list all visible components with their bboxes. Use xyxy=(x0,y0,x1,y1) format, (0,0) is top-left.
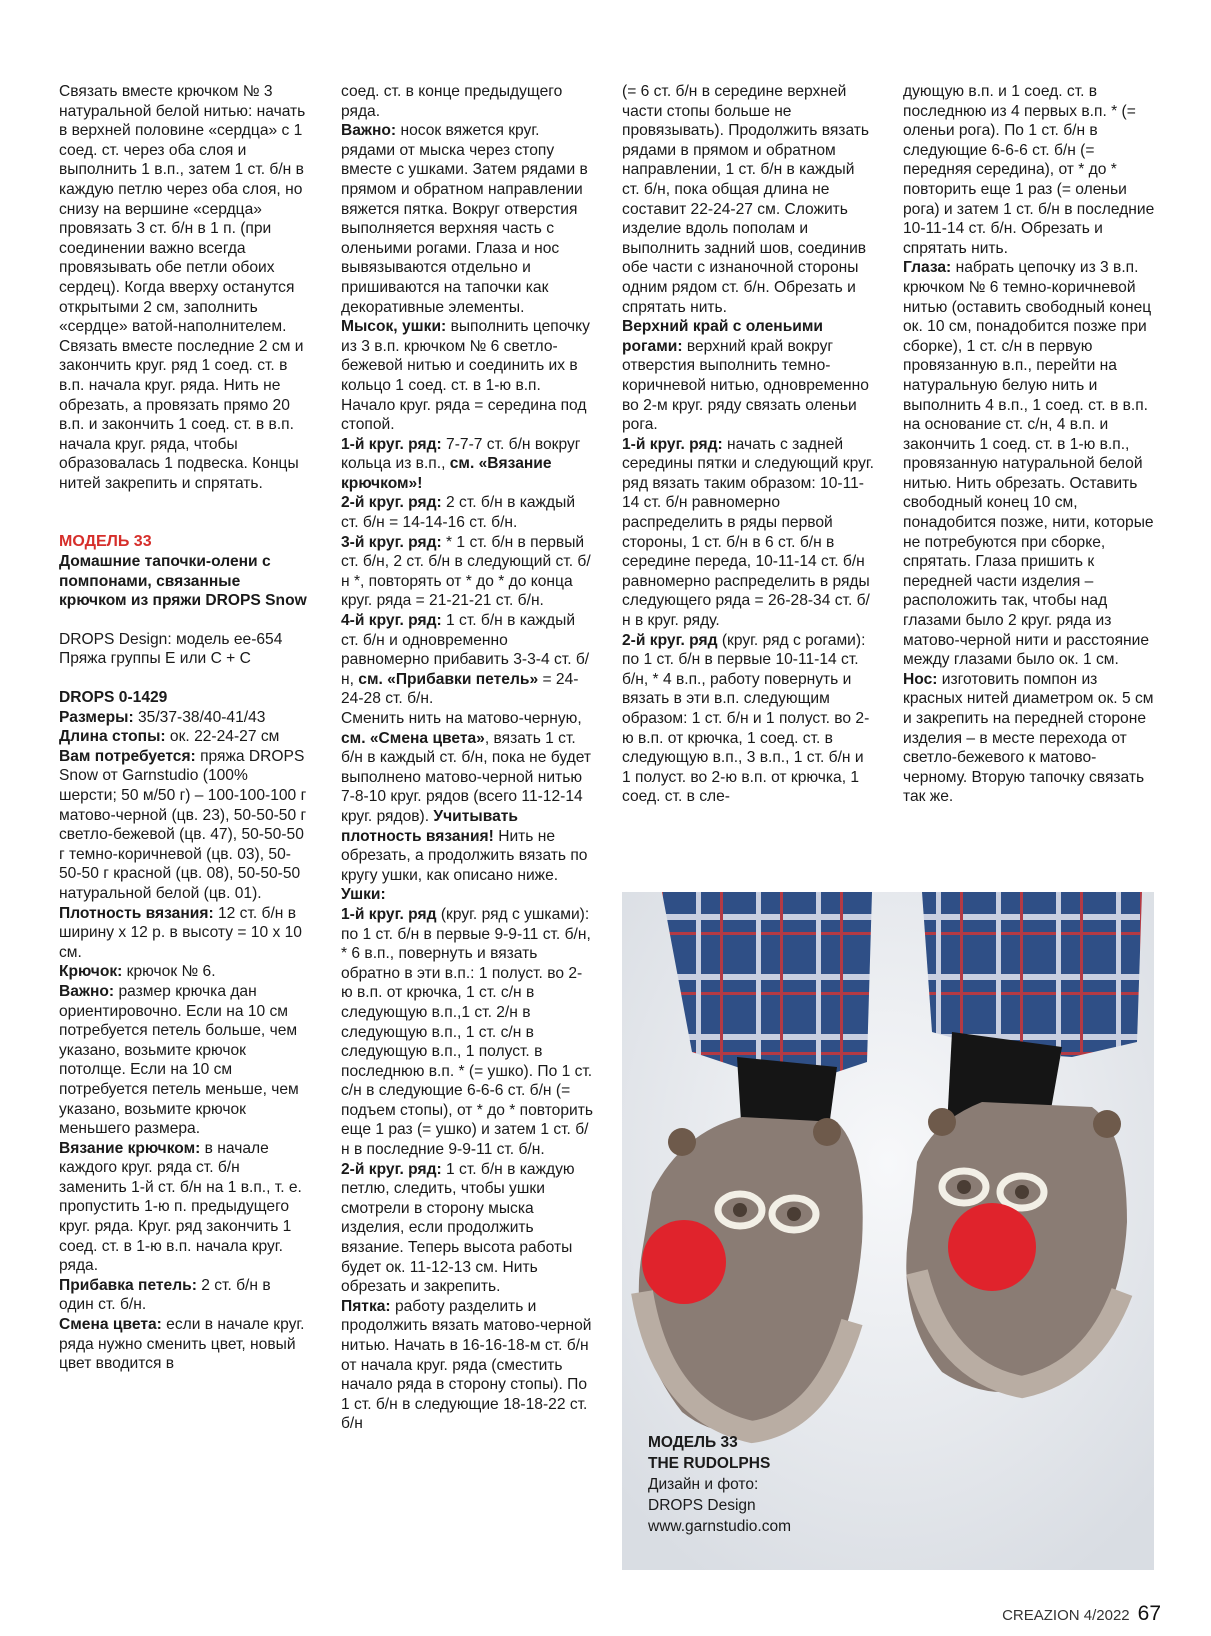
text-run: в начале каждого круг. ряда ст. б/н заменить 1-й ст. б/н на 1 в.п., т. е. пропустить 1-ю п. предыдущего круг. ряда. Круг. ряд закончить 1 соед. ст. в 1-ю в.п. начала круг. ряда. xyxy=(59,1139,302,1275)
text-run: 12 ст. б/н в ширину х 12 р. в высоту = 10 х 10 см. xyxy=(59,904,302,961)
text-run: = 24-24-28 ст. б/н. xyxy=(341,670,579,708)
bold-lead: Важно: xyxy=(59,982,115,1000)
text-run: пряжа DROPS Snow от Garnstudio (100% шерсти; 50 м/50 г) – 100-100-100 г матово-черной (цв. 23), 50-50-50 г светло-бежевой (цв. 47), 50-50-50 г темно-коричневой (цв. 03), 50-50-50 г красной (цв. 08), 50-50-50 натуральной белой (цв. 01). xyxy=(59,747,307,902)
bold-lead: Глаза: xyxy=(903,259,952,277)
bold-lead: см. «Смена цвета» xyxy=(341,729,485,747)
bold-lead: Крючок: xyxy=(59,963,123,981)
paragraph xyxy=(903,670,1155,807)
model-yarn-group: Пряжа группы E или C + C xyxy=(59,650,251,668)
bold-lead: 2-й круг. ряд xyxy=(622,631,718,649)
bold-lead: 1-й круг. ряд: xyxy=(622,435,723,453)
bold-lead: Прибавка петель: xyxy=(59,1276,197,1294)
text-run: дующую в.п. и 1 соед. ст. в последнюю из 4 первых в.п. * (= оленьи рога). По 1 ст. б/н в следующие 6-6-6 ст. б/н (= передняя середина), от * до * повторить еще 1 раз (= оленьи рога) и затем 1 ст. б/н в последние 10-11-14 ст. б/н. Обрезать и спрятать нить. xyxy=(903,83,1155,257)
right-slipper xyxy=(906,1102,1127,1392)
bold-lead: Длина стопы: xyxy=(59,728,166,746)
magazine-issue: CREAZION 4/2022 xyxy=(1002,1607,1130,1624)
paragraph xyxy=(59,727,309,747)
bold-lead: см. «Вязание крючком»! xyxy=(341,455,552,492)
left-pant-leg xyxy=(662,892,872,1077)
text-run: ок. 22-24-27 см xyxy=(165,728,280,746)
paragraph xyxy=(341,1160,593,1297)
right-pant-leg xyxy=(922,892,1142,1057)
bold-lead: Пятка: xyxy=(341,1297,391,1315)
paragraph xyxy=(341,317,593,435)
bold-lead: Нос: xyxy=(903,670,938,688)
caption-model: МОДЕЛЬ 33 xyxy=(648,1434,738,1451)
bold-lead: Плотность вязания: xyxy=(59,904,214,922)
caption-title: THE RUDOLPHS xyxy=(648,1455,771,1472)
paragraph xyxy=(903,258,1155,669)
paragraph xyxy=(341,82,593,121)
paragraph xyxy=(59,904,309,963)
slippers-photo xyxy=(622,892,1154,1570)
model-title: Домашние тапочки-олени с помпонами, связанные крючком из пряжи DROPS Snow xyxy=(59,553,307,610)
paragraph xyxy=(622,82,874,317)
text-run: 1 ст. б/н в каждую петлю, следить, чтобы ушки смотрели в сторону мыска изделия, если продолжить вязание. Теперь высота работы будет ок. 11-12-13 см. Нить обрезать и закрепить. xyxy=(341,1160,575,1296)
paragraph xyxy=(903,82,1155,258)
caption-credit-label: Дизайн и фото: xyxy=(648,1476,759,1493)
text-run: 35/37-38/40-41/43 xyxy=(133,708,266,726)
bold-lead: Ушки: xyxy=(341,886,386,904)
photo-caption xyxy=(648,1432,791,1537)
text-run: (круг. ряд с рогами): по 1 ст. б/н в первые 10-11-14 ст. б/н, * 4 в.п., работу повернуть и вязать в эти в.п. следующим образом: 1 ст. б/н и 1 полуст. во 2-ю в.п. от крючка, 1 соед. ст. в следующую в.п., 3 в.п., 1 ст. б/н и 1 полуст. во 2-ю в.п. от крючка, 1 соед. ст. в сле- xyxy=(622,631,870,806)
text-run: верхний край вокруг отверстия выполнить темно-коричневой нитью, одновременно во 2-м круг. ряду связать оленьи рога. xyxy=(622,337,869,434)
paragraph xyxy=(341,493,593,532)
model-heading: МОДЕЛЬ 33 xyxy=(59,533,152,551)
text-run: размер крючка дан ориентировочно. Если на 10 см потребуется петель больше, чем указано, возьмите крючок потолще. Если на 10 см потребуется петель меньше, чем указано, возьмите крючок меньшего размера. xyxy=(59,982,299,1138)
paragraph xyxy=(622,631,874,807)
bold-lead: см. «Прибавки петель» xyxy=(358,670,539,688)
paragraph xyxy=(341,885,593,905)
paragraph xyxy=(341,1297,593,1434)
text-run: набрать цепочку из 3 в.п. крючком № 6 темно-коричневой нитью (оставить свободный конец ок. 10 см, понадобится позже при сборке), 1 ст. с/н в первую провязанную в.п., перейти на натуральную белую нить и выполнить 4 в.п., 1 соед. ст. в в.п. на основание ст. с/н, 4 в.п. и закончить 1 соед. ст. в 1-ю в.п., провязанную натуральной белой нитью. Нить обрезать. Оставить свободный конец 10 см, понадобится позже, нити, которые не потребуются при сборке, спрятать. Глаза пришить к передней части изделия – расположить так, чтобы над глазами было 2 круг. ряда из матово-черной нити и расстояние между глазами было ок. 1 см. xyxy=(903,259,1154,669)
paragraph xyxy=(341,709,593,885)
text-run: * 1 ст. б/н в первый ст. б/н, 2 ст. б/н в следующий ст. б/н *, повторять от * до * до конца круг. ряда = 21-21-21 ст. б/н. xyxy=(341,533,591,610)
text-run: соед. ст. в конце предыдущего ряда. xyxy=(341,83,563,120)
text-run: носок вяжется круг. рядами от мыска через стопу вместе с ушками. Затем рядами в прямом и обратном направлении вяжется пятка. Вокруг отверстия выполняется верхняя часть с оленьими рогами. Глаза и нос вывязываются отдельно и пришиваются на тапочки как декоративные элементы. xyxy=(341,122,588,316)
paragraph xyxy=(59,747,309,904)
bold-lead: 2-й круг. ряд: xyxy=(341,1160,442,1178)
bold-lead: Смена цвета: xyxy=(59,1316,162,1334)
bold-lead: Мысок, ушки: xyxy=(341,318,447,336)
column-1 xyxy=(59,82,309,1374)
paragraph xyxy=(59,708,309,728)
col1-specs xyxy=(59,708,309,1374)
paragraph xyxy=(341,533,593,611)
bold-lead: Вязание крючком: xyxy=(59,1139,201,1157)
paragraph xyxy=(341,121,593,317)
paragraph xyxy=(341,435,593,494)
page-number: 67 xyxy=(1137,1602,1161,1625)
bold-lead: 1-й круг. ряд xyxy=(341,905,437,923)
text-run: (= 6 ст. б/н в середине верхней части стопы больше не провязывать). Продолжить вязать рядами в прямом и обратном направлении, 1 ст. б/н в каждый ст. б/н, пока общая длина не составит 22-24-27 см. Сложить изделие вдоль пополам и выполнить задний шов, соединив обе части с изнаночной стороны одним рядом ст. б/н. Обрезать и спрятать нить. xyxy=(622,83,870,316)
paragraph xyxy=(59,1139,309,1276)
text-run: если в начале круг. ряда нужно сменить цвет, новый цвет вводится в xyxy=(59,1316,305,1373)
paragraph xyxy=(341,611,593,709)
model-code: DROPS 0-1429 xyxy=(59,689,168,707)
column-3 xyxy=(622,82,874,807)
model-design: DROPS Design: модель ee-654 xyxy=(59,630,283,648)
text-run: работу разделить и продолжить вязать матово-черной нитью. Начать в 16-16-18-м ст. б/н от начала круг. ряда (сместить начало ряда в сторону стопы). По 1 ст. б/н в следующие 18-18-22 ст. б/н xyxy=(341,1297,592,1433)
paragraph xyxy=(59,982,309,1139)
text-run: 2 ст. б/н в каждый ст. б/н = 14-14-16 ст. б/н. xyxy=(341,494,576,532)
paragraph: Связать вместе крючком № 3 натуральной белой нитью: начать в верхней половине «сердца» с 1 соед. ст. через оба слоя и выполнить 1 в.п., затем 1 ст. б/н в каждую петлю через оба слоя, но снизу на вершине «сердца» провязать 3 ст. б/н в 1 п. (при соединении важно всегда провязывать обе петли обоих сердец). Когда вверху останутся открытыми 2 см, заполнить «сердце» ватой-наполнителем. xyxy=(59,83,306,336)
paragraph xyxy=(59,1315,309,1374)
text-run: выполнить цепочку из 3 в.п. крючком № 6 светло-бежевой нитью и соединить их в кольцо 1 соед. ст. в 1-ю в.п. Начало круг. ряда = середина под стопой. xyxy=(341,318,590,434)
bold-lead: Важно: xyxy=(341,122,397,140)
text-run: 1 ст. б/н в каждый ст. б/н и одновременно равномерно прибавить 3-3-4 ст. б/н, xyxy=(341,612,590,688)
paragraph xyxy=(59,962,309,982)
bold-lead: 3-й круг. ряд: xyxy=(341,533,442,551)
caption-website: www.garnstudio.com xyxy=(648,1518,792,1535)
bold-lead: Вам потребуется: xyxy=(59,747,196,765)
caption-credit: DROPS Design xyxy=(648,1497,756,1514)
paragraph xyxy=(341,905,593,1160)
text-run: 7-7-7 ст. б/н вокруг кольца из в.п., xyxy=(341,435,581,473)
text-run: 2 ст. б/н в один ст. б/н. xyxy=(59,1276,271,1314)
text-run: крючок № 6. xyxy=(122,963,216,981)
column-2 xyxy=(341,82,593,1434)
bold-lead: 1-й круг. ряд: xyxy=(341,435,442,453)
paragraph xyxy=(622,435,874,631)
left-slipper xyxy=(639,1117,863,1432)
paragraph xyxy=(59,1276,309,1315)
column-4 xyxy=(903,82,1155,807)
bold-lead: 4-й круг. ряд: xyxy=(341,612,442,630)
text-run: Нить не обрезать, а продолжить вязать по кругу ушки, как описано ниже. xyxy=(341,827,588,884)
bold-lead: 2-й круг. ряд: xyxy=(341,494,442,512)
paragraph: Связать вместе последние 2 см и закончить круг. ряд 1 соед. ст. в в.п. начала круг. ряда. Нить не обрезать, а провязать прямо 20 в.п. и закончить 1 соед. ст. в в.п. начала круг. ряда, чтобы образовалась 1 подвеска. Концы нитей закрепить и спрятать. xyxy=(59,337,304,492)
bold-lead: Размеры: xyxy=(59,708,134,726)
text-run: изготовить помпон из красных нитей диаметром ок. 5 см и закрепить на передней стороне изделия – в месте перехода от светло-бежевого к матово-черному. Вторую тапочку связать так же. xyxy=(903,670,1154,806)
bold-lead: Учитывать плотность вязания! xyxy=(341,807,518,845)
text-run: , вязать 1 ст. б/н в каждый ст. б/н, пока не будет выполнено матово-черной нитью 7-8-10 круг. рядов (всего 11-12-14 круг. рядов). xyxy=(341,729,592,825)
text-run: Сменить нить на матово-черную, xyxy=(341,710,582,727)
paragraph xyxy=(622,317,874,435)
bold-lead: Верхний край с оленьими рогами: xyxy=(622,318,823,355)
text-run: (круг. ряд с ушками): по 1 ст. б/н в первые 9-9-11 ст. б/н, * 6 в.п., повернуть и вязать обратно в эти в.п.: 1 полуст. во 2-ю в.п. от крючка, 1 ст. с/н в следующую в.п.,1 ст. 2/н в следующую в.п., 1 ст. с/н в следующую в.п., 1 полуст. в последнюю в.п. * (= ушко). По 1 ст. с/н в следующие 6-6-6 ст. б/н (= подъем стопы), от * до * повторить еще 1 раз (= ушко) и затем 1 ст. б/н в последние 9-9-11 ст. б/н. xyxy=(341,905,594,1159)
text-run: начать с задней середины пятки и следующий круг. ряд вязать таким образом: 10-11-14 ст. б/н равномерно распределить в ряды первой стороны, 1 ст. б/н в 6 ст. б/н в середине переда, 10-11-14 ст. б/н равномерно распределить в ряды следующего ряда = 26-28-34 ст. б/н в круг. ряду. xyxy=(622,435,875,630)
page-footer xyxy=(1002,1602,1161,1626)
